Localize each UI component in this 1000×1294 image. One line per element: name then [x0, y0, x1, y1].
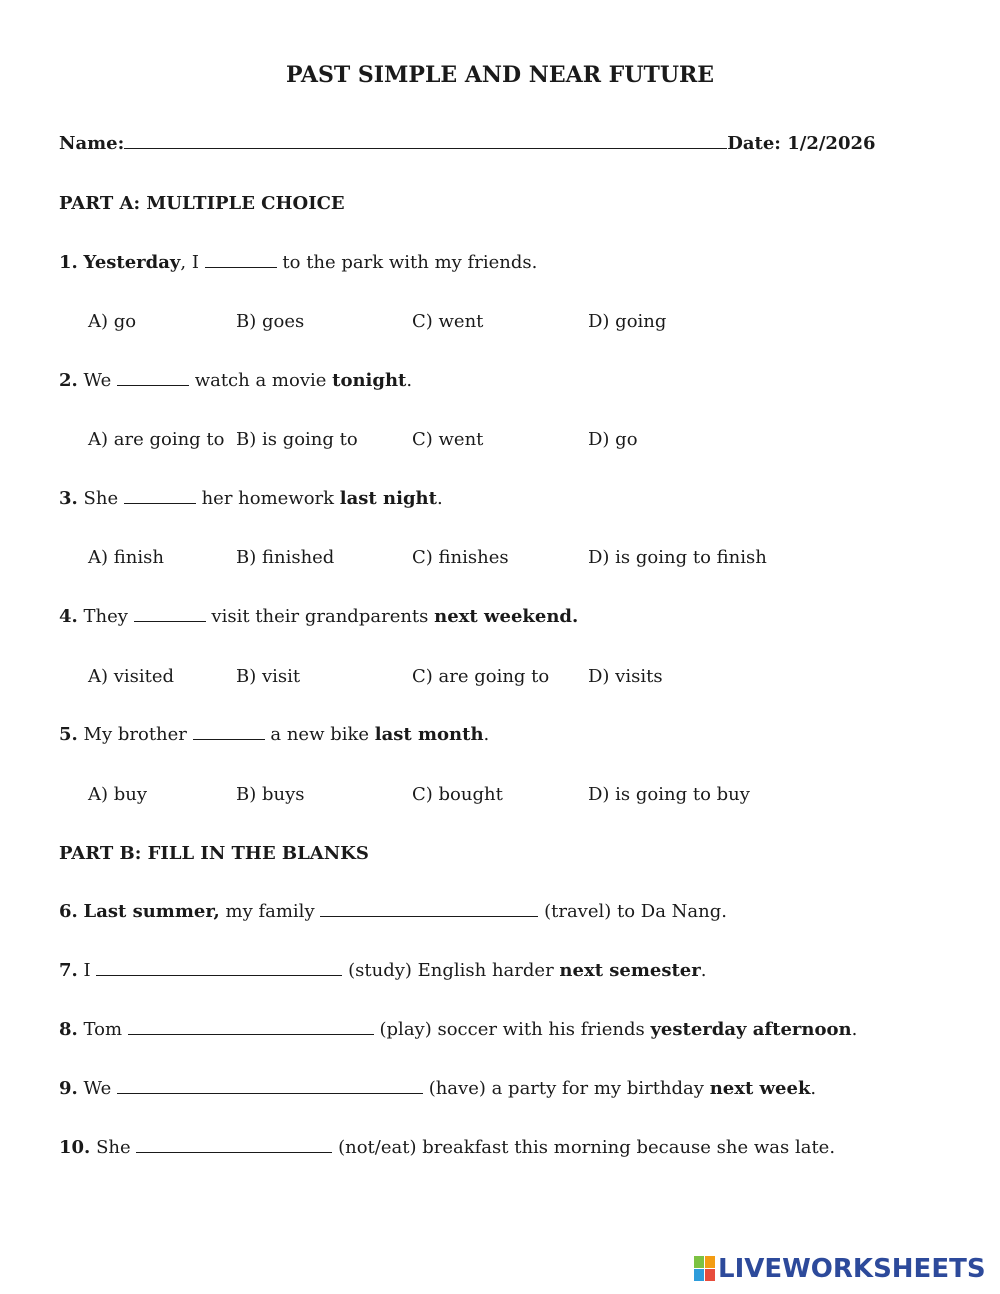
option-b[interactable]: B) buys	[236, 784, 305, 805]
question-number: 9.	[59, 1078, 78, 1099]
page-title: PAST SIMPLE AND NEAR FUTURE	[285, 62, 715, 88]
question-number: 7.	[59, 960, 78, 981]
question-9	[59, 1078, 816, 1099]
option-b[interactable]: B) is going to	[236, 429, 358, 450]
answer-blank[interactable]	[320, 901, 538, 917]
time-expression: next week	[709, 1078, 811, 1099]
name-blank[interactable]	[124, 133, 727, 149]
answer-blank[interactable]	[134, 606, 206, 622]
question-number: 10.	[59, 1137, 91, 1158]
option-a[interactable]: A) go	[88, 311, 137, 332]
answer-blank[interactable]	[193, 724, 265, 740]
option-d[interactable]: D) visits	[588, 666, 663, 687]
answer-blank[interactable]	[117, 1078, 423, 1094]
question-text: watch a movie	[194, 370, 327, 391]
option-c[interactable]: C) went	[412, 429, 484, 450]
question-2	[59, 370, 412, 391]
question-text: to the park with my friends.	[282, 252, 538, 273]
question-end: .	[436, 488, 443, 509]
question-end: .	[851, 1019, 858, 1040]
question-text: We	[83, 370, 112, 391]
time-expression: Yesterday	[83, 252, 181, 273]
question-text: My brother	[83, 724, 187, 745]
question-text: (play) soccer with his friends	[379, 1019, 645, 1040]
name-label: Name:	[59, 133, 125, 154]
question-text: (travel) to Da Nang.	[544, 901, 727, 922]
question-10	[59, 1137, 835, 1158]
question-text: a new bike	[270, 724, 370, 745]
question-number: 4.	[59, 606, 78, 627]
question-5	[59, 724, 489, 745]
live-badge-icon	[694, 1256, 716, 1282]
time-expression: next semester	[559, 960, 701, 981]
option-a[interactable]: A) visited	[88, 666, 175, 687]
option-a[interactable]: A) finish	[88, 547, 164, 568]
option-b[interactable]: B) goes	[236, 311, 305, 332]
question-number: 6.	[59, 901, 78, 922]
question-text: They	[83, 606, 128, 627]
question-text: visit their grandparents	[211, 606, 429, 627]
question-text: her homework	[201, 488, 335, 509]
time-expression: next weekend.	[434, 606, 579, 627]
question-end: .	[406, 370, 413, 391]
question-text: She	[96, 1137, 131, 1158]
question-3	[59, 488, 443, 509]
option-c[interactable]: C) finishes	[412, 547, 509, 568]
question-text: (have) a party for my birthday	[428, 1078, 704, 1099]
option-a[interactable]: A) are going to	[88, 429, 225, 450]
option-b[interactable]: B) finished	[236, 547, 335, 568]
answer-blank[interactable]	[117, 370, 189, 386]
option-a[interactable]: A) buy	[88, 784, 148, 805]
question-1	[59, 252, 537, 273]
question-end: .	[700, 960, 707, 981]
part-a-heading: PART A: MULTIPLE CHOICE	[59, 193, 345, 214]
option-b[interactable]: B) visit	[236, 666, 301, 687]
question-end: .	[483, 724, 490, 745]
question-text: I	[83, 960, 91, 981]
answer-blank[interactable]	[205, 252, 277, 268]
answer-blank[interactable]	[124, 488, 196, 504]
question-end: .	[810, 1078, 817, 1099]
time-expression: last month	[374, 724, 484, 745]
question-number: 3.	[59, 488, 78, 509]
question-6	[59, 901, 727, 922]
option-d[interactable]: D) going	[588, 311, 667, 332]
question-text: Tom	[83, 1019, 123, 1040]
option-c[interactable]: C) are going to	[412, 666, 550, 687]
answer-blank[interactable]	[96, 960, 342, 976]
answer-blank[interactable]	[128, 1019, 374, 1035]
date-label: Date: 1/2/2026	[727, 133, 876, 154]
question-number: 1.	[59, 252, 78, 273]
option-d[interactable]: D) is going to buy	[588, 784, 750, 805]
question-7	[59, 960, 706, 981]
option-c[interactable]: C) went	[412, 311, 484, 332]
question-number: 2.	[59, 370, 78, 391]
question-text: We	[83, 1078, 112, 1099]
answer-blank[interactable]	[136, 1137, 332, 1153]
question-text: my family	[219, 901, 315, 922]
logo-text: LIVEWORKSHEETS	[718, 1254, 986, 1284]
time-expression: last night	[339, 488, 437, 509]
name-row	[59, 133, 876, 154]
option-c[interactable]: C) bought	[412, 784, 503, 805]
time-expression: tonight	[332, 370, 407, 391]
question-4	[59, 606, 578, 627]
question-8	[59, 1019, 857, 1040]
question-text: , I	[180, 252, 199, 273]
time-expression: yesterday afternoon	[650, 1019, 852, 1040]
part-b-heading: PART B: FILL IN THE BLANKS	[59, 843, 369, 864]
question-number: 5.	[59, 724, 78, 745]
question-text: She	[83, 488, 119, 509]
question-text: (study) English harder	[348, 960, 554, 981]
option-d[interactable]: D) go	[588, 429, 638, 450]
question-text: (not/eat) breakfast this morning because she was late.	[338, 1137, 836, 1158]
option-d[interactable]: D) is going to finish	[588, 547, 767, 568]
time-expression: Last summer,	[83, 901, 220, 922]
question-number: 8.	[59, 1019, 78, 1040]
